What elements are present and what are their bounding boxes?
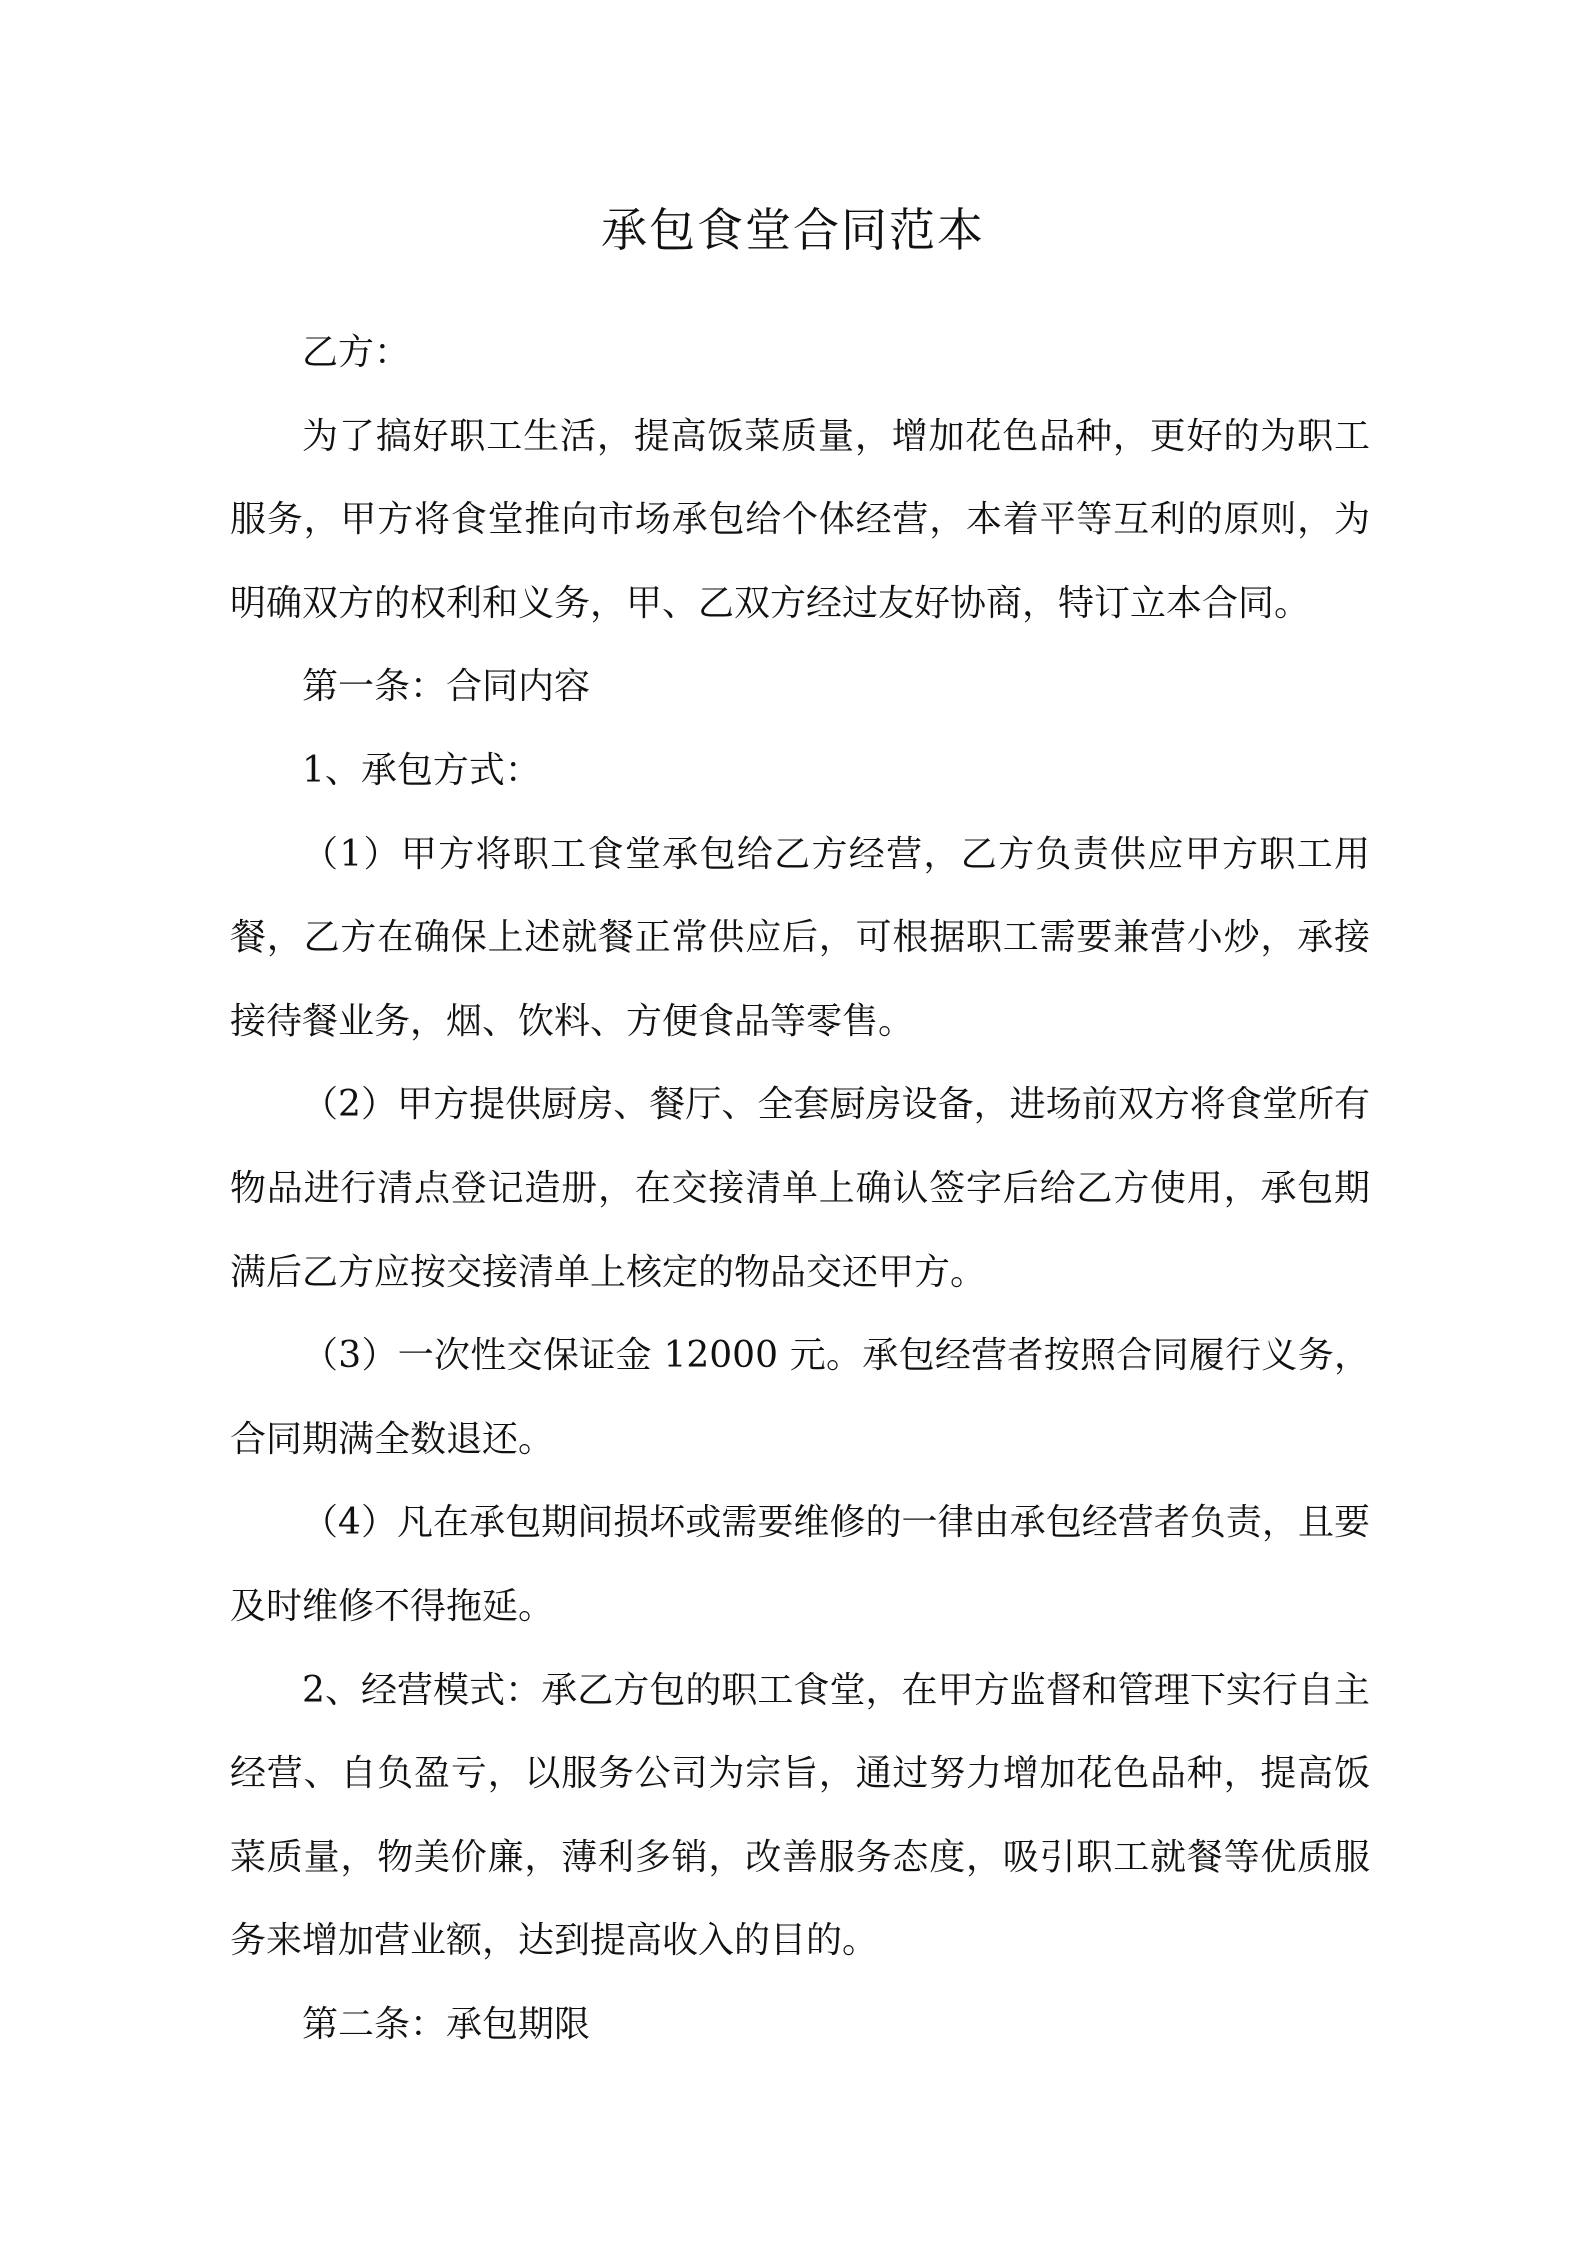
clause-1-2: （2）甲方提供厨房、餐厅、全套厨房设备，进场前双方将食堂所有物品进行清点登记造册，在交接清单上确认签字后给乙方使用，承包期满后乙方应按交接清单上核定的物品交还甲方。 — [230, 1084, 1370, 1293]
clause-1-1: （1）甲方将职工食堂承包给乙方经营，乙方负责供应甲方职工用餐，乙方在确保上述就餐正常供应后，可根据职工需要兼营小炒，承接接待餐业务，烟、饮料、方便食品等零售。 — [230, 833, 1370, 1042]
document-body — [230, 311, 1370, 2066]
section-2-paragraph: 2、经营模式：承乙方包的职工食堂，在甲方监督和管理下实行自主经营、自负盈亏，以服务公司为宗旨，通过努力增加花色品种，提高饭菜质量，物美价廉，薄利多销，改善服务态度，吸引职工就餐等优质服务来增加营业额，达到提高收入的目的。 — [230, 1669, 1370, 1962]
article-2-heading: 第二条：承包期限 — [302, 2003, 591, 2045]
party-b-line: 乙方： — [302, 332, 411, 373]
article-1-heading: 第一条：合同内容 — [302, 666, 591, 708]
document-title: 承包食堂合同范本 — [601, 203, 985, 257]
clause-1-4: （4）凡在承包期间损坏或需要维修的一律由承包经营者负责，且要及时维修不得拖延。 — [230, 1502, 1370, 1627]
clause-1-3: （3）一次性交保证金 12000 元。承包经营者按照合同履行义务，合同期满全数退还。 — [230, 1335, 1370, 1460]
preamble-paragraph: 为了搞好职工生活，提高饭菜质量，增加花色品种，更好的为职工服务，甲方将食堂推向市场承包给个体经营，本着平等互利的原则，为明确双方的权利和义务，甲、乙双方经过友好协商，特订立本合同。 — [230, 415, 1370, 624]
section-1-heading: 1、承包方式： — [302, 749, 541, 791]
